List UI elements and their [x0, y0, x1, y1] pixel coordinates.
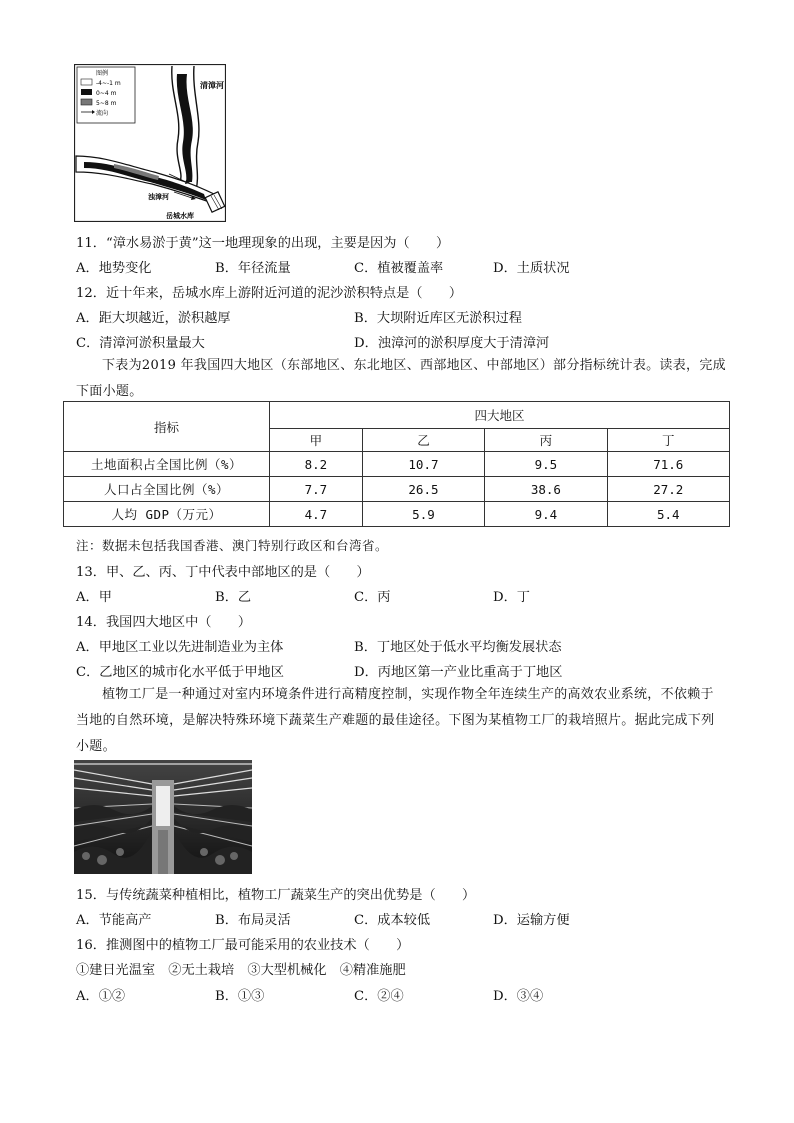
q15-option-c[interactable]: C．成本较低 [354, 913, 431, 928]
row-label-land: 土地面积占全国比例（%） [64, 452, 270, 477]
q11-option-a[interactable]: A．地势变化 [76, 261, 152, 276]
legend-item-3: 5~8 m [96, 100, 117, 107]
q16-option-d[interactable]: D．③④ [493, 989, 544, 1004]
label-reservoir: 岳城水库 [166, 212, 194, 220]
q12-stem: 12．近十年来，岳城水库上游附近河道的泥沙淤积特点是（ ） [76, 286, 463, 301]
q16-option-b[interactable]: B．①③ [215, 989, 265, 1004]
q14-option-c[interactable]: C．乙地区的城市化水平低于甲地区 [76, 665, 284, 680]
q13-stem: 13．甲、乙、丙、丁中代表中部地区的是（ ） [76, 565, 370, 580]
q12-option-b[interactable]: B．大坝附近库区无淤积过程 [354, 311, 522, 326]
q13-option-d[interactable]: D．丁 [493, 590, 530, 605]
q15-stem: 15．与传统蔬菜种植相比，植物工厂蔬菜生产的突出优势是（ ） [76, 888, 476, 903]
cell: 27.2 [607, 477, 729, 502]
table-note: 注：数据未包括我国香港、澳门特别行政区和台湾省。 [76, 538, 389, 553]
q11-option-c[interactable]: C．植被覆盖率 [354, 261, 444, 276]
q16-option-c[interactable]: C．②④ [354, 989, 404, 1004]
legend-item-4: 流向 [96, 110, 109, 117]
table-col-bing: 丙 [485, 429, 607, 452]
q11-option-b[interactable]: B．年径流量 [215, 261, 291, 276]
q15-option-b[interactable]: B．布局灵活 [215, 913, 291, 928]
q13-option-c[interactable]: C．丙 [354, 590, 391, 605]
row-label-population: 人口占全国比例（%） [64, 477, 270, 502]
plant-intro: 植物工厂是一种通过对室内环境条件进行高精度控制，实现作物全年连续生产的高效农业系统，不依赖于当地的自然环境，是解决特殊环境下蔬菜生产难题的最佳途径。下图为某植物工厂的栽培照片。据此完成下列小题。 [76, 687, 715, 754]
q11-option-d[interactable]: D．土质状况 [493, 261, 570, 276]
q16-option-a[interactable]: A．①② [76, 989, 126, 1004]
q12-option-a[interactable]: A．距大坝越近，淤积越厚 [76, 311, 231, 326]
table-header-indicator: 指标 [64, 402, 270, 452]
plant-factory-photo [74, 760, 252, 874]
q12-option-d[interactable]: D．浊漳河的淤积厚度大于清漳河 [354, 336, 550, 351]
table-row [64, 452, 730, 477]
river-map-figure [74, 64, 226, 222]
legend-title: 图例 [96, 70, 109, 77]
q15-option-a[interactable]: A．节能高产 [76, 913, 152, 928]
q16-stem: 16．推测图中的植物工厂最可能采用的农业技术（ ） [76, 938, 410, 953]
q16-items: ①建日光温室 ②无土栽培 ③大型机械化 ④精准施肥 [76, 963, 406, 978]
cell: 5.9 [362, 502, 484, 527]
q15-option-d[interactable]: D．运输方便 [493, 913, 570, 928]
cell: 7.7 [270, 477, 363, 502]
table-row [64, 477, 730, 502]
row-label-gdp: 人均 GDP（万元） [64, 502, 270, 527]
table-col-jia: 甲 [270, 429, 363, 452]
cell: 38.6 [485, 477, 607, 502]
table-col-yi: 乙 [362, 429, 484, 452]
q13-option-b[interactable]: B．乙 [215, 590, 252, 605]
legend-item-1: -4~-1 m [96, 80, 121, 87]
cell: 26.5 [362, 477, 484, 502]
table-col-ding: 丁 [607, 429, 729, 452]
q12-option-c[interactable]: C．清漳河淤积量最大 [76, 336, 205, 351]
cell: 4.7 [270, 502, 363, 527]
q14-option-b[interactable]: B．丁地区处于低水平均衡发展状态 [354, 640, 562, 655]
q14-option-a[interactable]: A．甲地区工业以先进制造业为主体 [76, 640, 284, 655]
cell: 5.4 [607, 502, 729, 527]
cell: 9.5 [485, 452, 607, 477]
q11-stem: 11．“漳水易淤于黄”这一地理现象的出现，主要是因为（ ） [76, 236, 450, 251]
table-row [64, 502, 730, 527]
cell: 9.4 [485, 502, 607, 527]
legend-item-2: 0~4 m [96, 90, 117, 97]
q14-option-d[interactable]: D．丙地区第一产业比重高于丁地区 [354, 665, 563, 680]
label-zhuozhang: 浊漳河 [148, 193, 169, 201]
table-intro: 下表为2019 年我国四大地区（东部地区、东北地区、西部地区、中部地区）部分指标统计表。读表，完成下面小题。 [76, 358, 726, 399]
label-qingzhang: 清漳河 [200, 81, 224, 90]
cell: 10.7 [362, 452, 484, 477]
cell: 8.2 [270, 452, 363, 477]
region-stats-table [63, 401, 730, 527]
q14-stem: 14．我国四大地区中（ ） [76, 615, 252, 630]
river-map [74, 64, 226, 222]
cell: 71.6 [607, 452, 729, 477]
table-header-group: 四大地区 [270, 402, 730, 429]
q13-option-a[interactable]: A．甲 [76, 590, 112, 605]
